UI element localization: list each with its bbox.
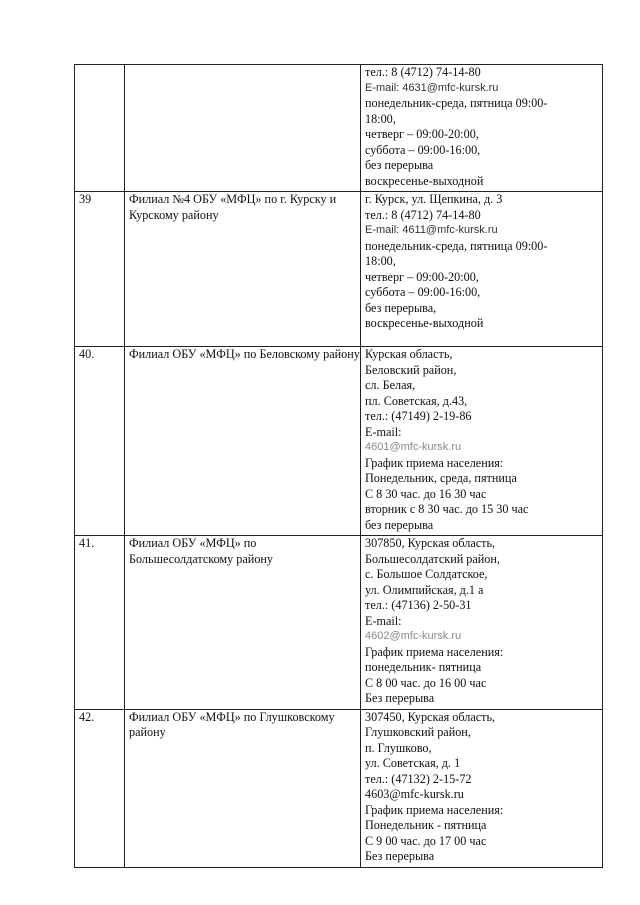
table-row: [75, 536, 603, 710]
email-line: E-mail: 4631@mfc-kursk.ru: [365, 81, 499, 94]
contact-cell: [361, 536, 603, 710]
row-number-cell: 39: [75, 192, 125, 347]
branch-name-cell: [125, 192, 361, 347]
contact-line: понедельник-среда, пятница 09:00-: [365, 96, 548, 110]
contact-line: тел.: (47149) 2-19-86: [365, 409, 472, 423]
contact-line: суббота – 09:00-16:00,: [365, 285, 481, 299]
contact-line: С 8 30 час. до 16 30 час: [365, 486, 487, 501]
branch-name: Филиал №4 ОБУ «МФЦ» по г. Курску и Курскому району: [129, 192, 337, 222]
row-number-cell: 42.: [75, 709, 125, 867]
contact-line: г. Курск, ул. Щепкина, д. 3: [365, 192, 503, 206]
contact-line: п. Глушково,: [365, 740, 432, 755]
contact-cell: [361, 347, 603, 536]
contact-line: без перерыва,: [365, 300, 437, 315]
contact-line: Без перерыва: [365, 691, 435, 705]
contact-line: тел.: (47132) 2-15-72: [365, 771, 472, 786]
row-number-cell: 41.: [75, 536, 125, 710]
contact-line: без перерыва: [365, 158, 434, 172]
contact-line: сл. Белая,: [365, 378, 416, 392]
contact-line: График приема населения:: [365, 644, 504, 659]
contact-line: четверг – 09:00-20:00,: [365, 269, 479, 284]
contact-line: Понедельник - пятница: [365, 818, 487, 832]
contact-line: График приема населения:: [365, 802, 504, 817]
contact-line: с. Большое Солдатское,: [365, 567, 488, 581]
contact-line: понедельник-среда, пятница 09:00-: [365, 238, 548, 253]
contact-line: воскресенье-выходной: [365, 173, 484, 188]
contact-line: 307850, Курская область,: [365, 536, 496, 550]
contact-line: ул. Советская, д. 1: [365, 756, 461, 770]
contact-line: E-mail:: [365, 424, 402, 439]
contact-cell: [361, 65, 603, 192]
email-line: 4601@mfc-kursk.ru: [365, 441, 462, 453]
table-row: [75, 65, 603, 192]
row-number-cell: 40.: [75, 347, 125, 536]
contact-line: тел.: 8 (4712) 74-14-80: [365, 207, 481, 222]
contact-line: воскресенье-выходной: [365, 316, 484, 330]
contact-cell: [361, 192, 603, 347]
table-row: [75, 709, 603, 867]
branch-name-cell: [125, 347, 361, 536]
branch-name: Филиал ОБУ «МФЦ» по Глушковскому району: [129, 709, 335, 739]
contact-line: 307450, Курская область,: [365, 709, 496, 724]
table-row: [75, 192, 603, 347]
contact-line: Понедельник, среда, пятница: [365, 471, 517, 485]
email-line: 4603@mfc-kursk.ru: [365, 787, 464, 801]
contact-line: Без перерыва: [365, 849, 435, 863]
contact-line: тел.: 8 (4712) 74-14-80: [365, 65, 481, 79]
row-number-cell: [75, 65, 125, 192]
contact-line: E-mail:: [365, 613, 402, 628]
contact-line: ул. Олимпийская, д.1 а: [365, 582, 484, 597]
contact-line: Глушковский район,: [365, 725, 471, 739]
branch-name-cell: [125, 709, 361, 867]
contact-line: 18:00,: [365, 254, 396, 268]
branch-name: Филиал ОБУ «МФЦ» по Большесолдатскому району: [129, 536, 274, 566]
contact-line: вторник с 8 30 час. до 15 30 час: [365, 502, 529, 516]
contact-line: понедельник- пятница: [365, 660, 482, 674]
mfc-branches-table: [74, 64, 603, 868]
email-line: E-mail: 4611@mfc-kursk.ru: [365, 224, 498, 236]
contact-line: четверг – 09:00-20:00,: [365, 127, 479, 141]
branch-name-cell: [125, 65, 361, 192]
contact-line: без перерыва: [365, 517, 434, 532]
contact-line: Беловский район,: [365, 362, 457, 377]
contact-line: Большесолдатский район,: [365, 551, 500, 566]
branch-name: Филиал ОБУ «МФЦ» по Беловскому району: [129, 347, 360, 361]
contact-line: 18:00,: [365, 111, 396, 126]
email-line: 4602@mfc-kursk.ru: [365, 630, 462, 642]
contact-line: суббота – 09:00-16:00,: [365, 142, 481, 157]
contact-line: График приема населения:: [365, 455, 504, 470]
table-row: [75, 347, 603, 536]
contact-line: С 8 00 час. до 16 00 час: [365, 675, 487, 690]
branch-name-cell: [125, 536, 361, 710]
contact-line: С 9 00 час. до 17 00 час: [365, 833, 487, 848]
contact-line: пл. Советская, д.43,: [365, 393, 468, 408]
contact-cell: [361, 709, 603, 867]
contact-line: тел.: (47136) 2-50-31: [365, 598, 472, 612]
contact-line: Курская область,: [365, 347, 453, 361]
